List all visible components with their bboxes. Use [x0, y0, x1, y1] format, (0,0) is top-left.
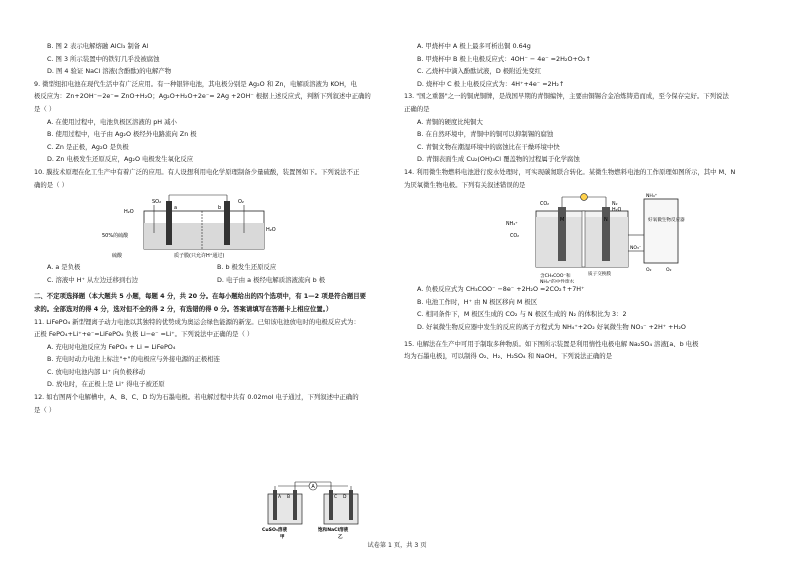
- question-15-stem: 均为石墨电极]，可以制得 O₂、H₂、H₂SO₄ 和 NaOH。下列说法正确的是: [404, 352, 613, 361]
- h2o-label: H₂O: [124, 209, 134, 216]
- question-13-stem: 正确的是: [404, 104, 430, 113]
- option-line: C. Zn 是正极，Ag₂O 是负极: [47, 142, 129, 151]
- so2-label: SO₂: [152, 199, 162, 206]
- beaker-1-label: CuSO₄溶液: [262, 528, 288, 533]
- question-15-stem: 15. 电解法在生产中可用于制取多种物质。如下图所示装置是利用惰性电极电解 Na₂SO₄ 溶液[a、b 电极: [404, 339, 699, 348]
- option-line: B. 在自然环境中，青铜中的铜可以抑制锡的腐蚀: [417, 130, 554, 139]
- page-footer: 试卷第 1 页，共 3 页: [367, 542, 427, 549]
- option-line: D. 好氧微生物反应器中发生的反应的离子方程式为 NH₄⁺+2O₂ 好氧微生物 NO₃⁻ +2H⁺ +H₂O: [417, 322, 686, 331]
- question-9-stem: 极反应为：Zn+2OH⁻−2e⁻= ZnO+H₂O；Ag₂O+H₂O+2e⁻= 2Ag +2OH⁻ 根据上述反应式，判断下列叙述中正确的: [34, 92, 371, 101]
- o2-right-label: O₂: [666, 268, 672, 274]
- sulfuric-acid-label: 硫酸: [112, 253, 123, 260]
- electrode-d: D: [343, 495, 347, 500]
- feed-label: 含CH₃COO⁻和: [540, 274, 571, 280]
- microbial-fuel-cell-figure: [404, 191, 766, 283]
- option-row: [34, 274, 396, 287]
- option-line: B. 图 2 表示电解熔融 AlCl₃ 制备 Al: [47, 42, 149, 50]
- o2-label: O₂: [238, 199, 244, 206]
- question-10-stem: 确的是（ ）: [34, 180, 68, 189]
- option-line: B. 电池工作时，H⁺ 由 N 极区移向 M 极区: [417, 297, 538, 306]
- option-line: C. 图 3 所示装置中的铁钉几乎没被腐蚀: [47, 54, 160, 63]
- electrolysis-cells-figure: [258, 478, 368, 540]
- electrode-a-label: a: [174, 205, 178, 212]
- section-2-heading: 求的。全部选对的得 4 分，选对但不全的得 2 分，有选错的得 0 分。答案请填写在答题卡上相应位置。）: [34, 304, 333, 313]
- option-line: B. 充电时动力电池上标注"+"的电极应与外接电源的正极相连: [47, 355, 221, 364]
- section-2-heading: 二、不定项选择题（本大题共 5 小题，每题 4 分，共 20 分。在每小题给出的四个选项中，有 1—2 项是符合题目要: [34, 292, 367, 301]
- option-row: [34, 261, 396, 274]
- right-column: [404, 40, 766, 363]
- h2o-right-label: H₂O: [266, 227, 276, 234]
- question-14-stem: 为厌氧微生物电极。下列有关叙述错误的是: [404, 180, 526, 189]
- o2-left-label: O₂: [646, 268, 652, 274]
- option-line: A. 在使用过程中，电池负极区溶液的 pH 减小: [47, 117, 177, 126]
- membrane-label: 质子交换膜: [588, 272, 611, 278]
- option-a: A. a 是负极: [47, 263, 81, 272]
- electrode-n-label: N: [604, 217, 608, 224]
- option-line: C. 放电时电池内部 Li⁺ 向负极移动: [47, 367, 145, 376]
- electrode-a: A: [278, 495, 282, 500]
- feed-label-2: NH₄⁺的中性废水: [540, 280, 575, 284]
- acid-label: 50%的硫酸: [102, 233, 129, 240]
- option-line: B. 使用过程中，电子由 Ag₂O 极经外电路流向 Zn 极: [47, 130, 197, 139]
- option-line: A. 负极反应式为 CH₃COO⁻ −8e⁻ +2H₂O =2CO₂↑+7H⁺: [417, 285, 585, 294]
- electrode-c: C: [334, 495, 338, 500]
- option-line: D. 青铜表面生成 Cu₂(OH)₃Cl 覆盖物的过程属于化学腐蚀: [417, 155, 580, 164]
- question-9-stem: 是（ ）: [34, 104, 56, 113]
- reactor-label: 好氧微生物反应器: [648, 218, 685, 224]
- option-line: D. 烧杯中 C 极上电极反应式为：4H⁺+4e⁻ =2H₂↑: [417, 79, 565, 88]
- n2-label: N₂: [612, 202, 618, 208]
- electrode-b-label: b: [218, 205, 222, 212]
- option-line: C. 青铜文物在潮湿环境中的腐蚀比在干燥环境中快: [417, 142, 560, 151]
- no3-label: NO₃⁻: [630, 246, 642, 252]
- option-line: B. 甲烧杯中 B 极上电极反应式：4OH⁻ − 4e⁻ =2H₂O+O₂↑: [417, 54, 591, 63]
- electrode-m-label: M: [560, 217, 565, 224]
- beaker-2-label: 饱和NaCl溶液: [318, 528, 349, 533]
- question-9-stem: 9. 微型纽扣电池在现代生活中有广泛应用。有一种银锌电池，其电极分别是 Ag₂O 和 Zn，电解质溶液为 KOH，电: [34, 79, 357, 88]
- h2o-label: H₂O: [612, 208, 622, 214]
- option-d: D. 电子由 a 极经电解质溶液流向 b 极: [217, 275, 326, 284]
- option-line: D. 图 4 验证 NaCl 溶液(含酚酞)的电解产物: [47, 67, 172, 76]
- question-13-stem: 13. "国之重器"之一的铜虎铜牌，是战国早期的青铜编钟，主要由铜锡合金冶炼铸造而成，至今保存完好。下列说法: [404, 92, 729, 101]
- option-c: C. 溶液中 H⁺ 从左边迁移到右边: [47, 275, 139, 284]
- option-line: A. 甲烧杯中 A 极上最多可析出铜 0.64g: [417, 42, 531, 50]
- option-line: C. 乙烧杯中滴入酚酞试液，D 极附近先变红: [417, 67, 542, 76]
- option-line: C. 相同条件下，M 极区生成的 CO₂ 与 N 极区生成的 N₂ 的体积比为 3：2: [417, 310, 627, 319]
- beaker-1-name: 甲: [280, 535, 285, 540]
- question-10-stem: 10. 膜技术原理在化工生产中有着广泛的应用。有人设想利用电化学原理制备少量硫酸，装置图如下。下列说法不正: [34, 167, 360, 176]
- co2-label: CO₂: [540, 202, 550, 208]
- co2-left-label: CO₂: [510, 234, 520, 240]
- option-line: D. 放电时，在正极上是 Li⁺ 得电子被还原: [47, 380, 165, 389]
- question-12-stem: 12. 如右图两个电解槽中，A、B、C、D 均为石墨电极。若电解过程中共有 0.02mol 电子通过，下列叙述中正确的: [34, 393, 359, 402]
- left-column: [34, 40, 396, 416]
- option-b: B. b 极发生还原反应: [217, 263, 277, 272]
- question-14-stem: 14. 利用微生物燃料电池进行废水处理时，可实现碳氮联合转化。某微生物燃料电池的工作原理如图所示，其中 M、N: [404, 167, 736, 176]
- question-12-stem: 是（ ）: [34, 405, 56, 414]
- electrode-b: B: [287, 495, 291, 500]
- question-11-stem: 正极 FePO₄+Li⁺+e⁻=LiFePO₄ 负极 Li−e⁻ =Li⁺。下列说法中正确的是（ ）: [34, 330, 254, 339]
- option-line: A. 充电时电池反应为 FePO₄ + Li = LiFePO₄: [47, 342, 176, 351]
- nh4-right-label: NH₄⁺: [646, 194, 658, 200]
- nh4-left-label: NH₄⁺: [506, 222, 518, 228]
- electrolysis-membrane-figure: [34, 191, 396, 261]
- membrane-label: 质子膜(只允许H⁺通过): [174, 253, 225, 260]
- question-11-stem: 11. LiFePO₄ 新型锂离子动力电池以其独特的优势成为奥运会绿色能源的新宠。已知该电池放电时的电极反应式为：: [34, 317, 360, 326]
- beaker-2-name: 乙: [338, 535, 343, 540]
- option-line: A. 青铜的硬度比纯铜大: [417, 117, 483, 126]
- ammeter-label: A: [311, 484, 315, 490]
- option-line: D. Zn 电极发生还原反应，Ag₂O 电极发生氧化反应: [47, 155, 194, 164]
